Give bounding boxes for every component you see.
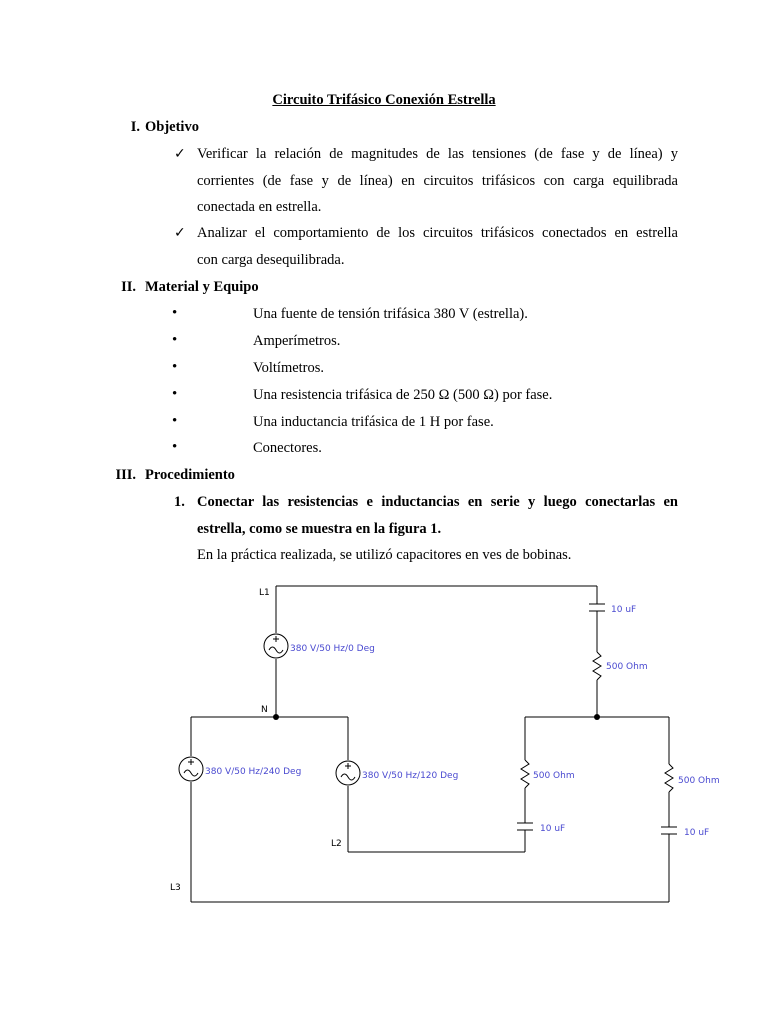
section-title-procedimiento: Procedimiento [145,467,235,483]
cap-top-label: 10 uF [611,605,637,615]
label-n: N [261,705,268,715]
junction-dot [594,714,600,720]
sine-icon [341,774,355,780]
res-top-label: 500 Ohm [606,662,648,672]
sine-icon [269,647,283,653]
step-note: En la práctica realizada, se utilizó capacitores en ves de bobinas. [197,547,572,563]
resistor-right [665,764,673,792]
objective-line: Verificar la relación de magnitudes de las tensiones (de fase y de línea) y [197,146,678,162]
bullet-icon: • [172,439,178,455]
checkmark-icon: ✓ [174,225,186,241]
objective-line: con carga desequilibrada. [197,252,345,268]
step-line: Conectar las resistencias e inductancias en serie y luego conectarlas en [197,494,678,510]
bullet-icon: • [172,305,178,321]
page-title: Circuito Trifásico Conexión Estrella [272,92,496,108]
objective-line: conectada en estrella. [197,199,322,215]
material-item: Una inductancia trifásica de 1 H por fase. [253,414,494,430]
bullet-icon: • [172,386,178,402]
material-item: Conectores. [253,440,322,456]
cap-right-label: 10 uF [684,828,710,838]
bullet-icon: • [172,359,178,375]
label-l1: L1 [259,588,270,598]
objective-line: Analizar el comportamiento de los circuitos trifásicos conectados en estrella [197,225,678,241]
material-item: Amperímetros. [253,333,341,349]
objective-line: corrientes (de fase y de línea) en circuitos trifásicos con carga equilibrada [197,173,678,189]
cap-mid-label: 10 uF [540,824,566,834]
section-number: II. [121,279,136,295]
sine-icon [184,770,198,776]
step-line: estrella, como se muestra en la figura 1. [197,521,442,537]
source-label-0deg: 380 V/50 Hz/0 Deg [290,644,375,654]
section-title-objetivo: Objetivo [145,119,199,135]
res-mid-label: 500 Ohm [533,771,575,781]
bullet-icon: • [172,332,178,348]
section-number: III. [115,467,136,483]
resistor-mid [521,760,529,788]
junction-dot [273,714,279,720]
material-item: Una fuente de tensión trifásica 380 V (estrella). [253,306,528,322]
source-label-120deg: 380 V/50 Hz/120 Deg [362,771,459,781]
section-title-material: Material y Equipo [145,279,259,295]
resistor-top [593,652,601,680]
res-right-label: 500 Ohm [678,776,720,786]
label-l3: L3 [170,883,181,893]
label-l2: L2 [331,839,342,849]
step-number: 1. [174,494,185,510]
source-label-240deg: 380 V/50 Hz/240 Deg [205,767,302,777]
material-item: Voltímetros. [253,360,325,376]
material-item: Una resistencia trifásica de 250 Ω (500 Ω) por fase. [253,387,553,403]
bullet-icon: • [172,413,178,429]
checkmark-icon: ✓ [174,146,186,162]
section-number: I. [130,119,140,135]
